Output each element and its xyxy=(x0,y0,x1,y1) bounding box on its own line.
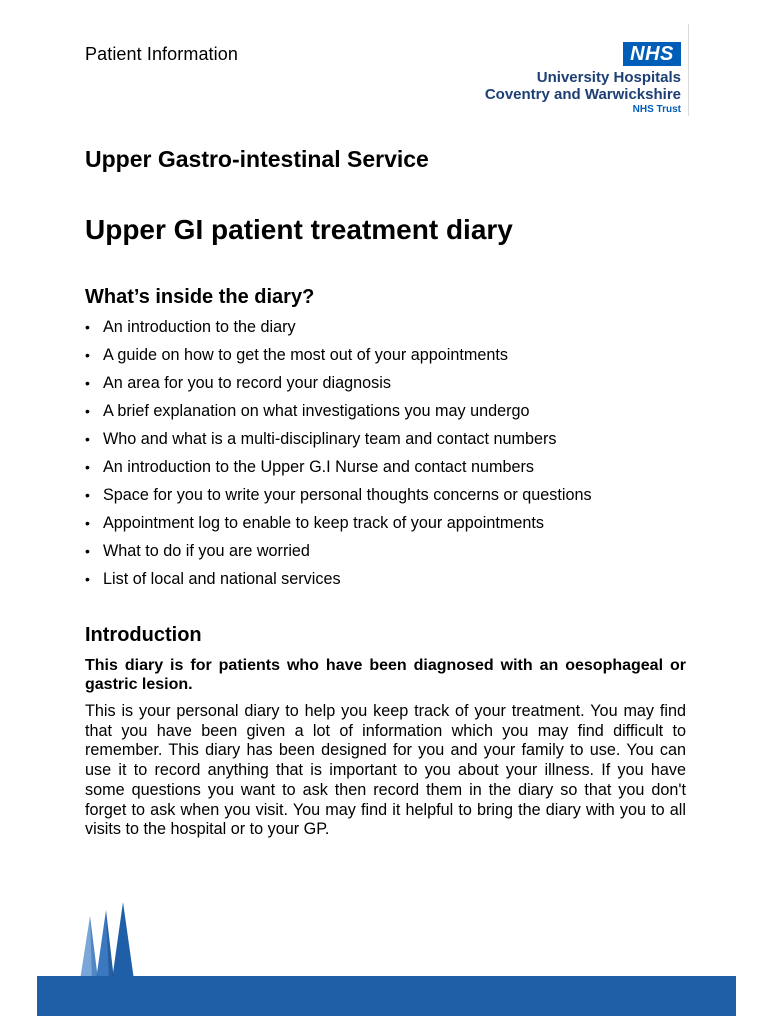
footer-band xyxy=(37,976,736,1016)
spire-right xyxy=(112,902,134,980)
trust-name-line-3: NHS Trust xyxy=(632,104,681,115)
list-item: • Who and what is a multi-disciplinary team and contact numbers xyxy=(85,430,705,458)
list-item: • List of local and national services xyxy=(85,570,705,598)
document-title: Upper GI patient treatment diary xyxy=(85,214,513,245)
nhs-trust-logo xyxy=(449,24,689,116)
list-item: • A brief explanation on what investigations you may undergo xyxy=(85,402,705,430)
list-item: • A guide on how to get the most out of your appointments xyxy=(85,346,705,374)
list-item: • Space for you to write your personal thoughts concerns or questions xyxy=(85,486,705,514)
list-item: • What to do if you are worried xyxy=(85,542,705,570)
introduction-body: This is your personal diary to help you keep track of your treatment. You may find that you have been given a lot of information which you may find difficult to remember. This diary has been designed for you and your family to use. You can use it to record anything that is important to you about your illness. If you have some questions you want to ask then record them in the diary so that you don't forget to ask when you visit. You may find it helpful to bring the diary with you to all visits to the hospital or to your GP. xyxy=(85,702,686,839)
list-item: • An introduction to the Upper G.I Nurse and contact numbers xyxy=(85,458,705,486)
trust-name-line-1: University Hospitals xyxy=(536,69,681,86)
logo-divider xyxy=(688,24,689,116)
contents-heading: What’s inside the diary? xyxy=(85,286,315,308)
service-title: Upper Gastro-intestinal Service xyxy=(85,146,429,172)
header-label: Patient Information xyxy=(85,44,238,64)
list-item: • Appointment log to enable to keep track of your appointments xyxy=(85,514,705,542)
list-item: • An introduction to the diary xyxy=(85,318,705,346)
contents-list xyxy=(85,318,705,598)
cathedral-spires-icon xyxy=(76,900,146,980)
nhs-logo-box: NHS xyxy=(623,42,681,66)
introduction-lead: This diary is for patients who have been diagnosed with an oesophageal or gastric lesion. xyxy=(85,657,686,693)
trust-name-line-2: Coventry and Warwickshire xyxy=(484,86,681,103)
introduction-heading: Introduction xyxy=(85,624,202,646)
list-item: • An area for you to record your diagnosis xyxy=(85,374,705,402)
